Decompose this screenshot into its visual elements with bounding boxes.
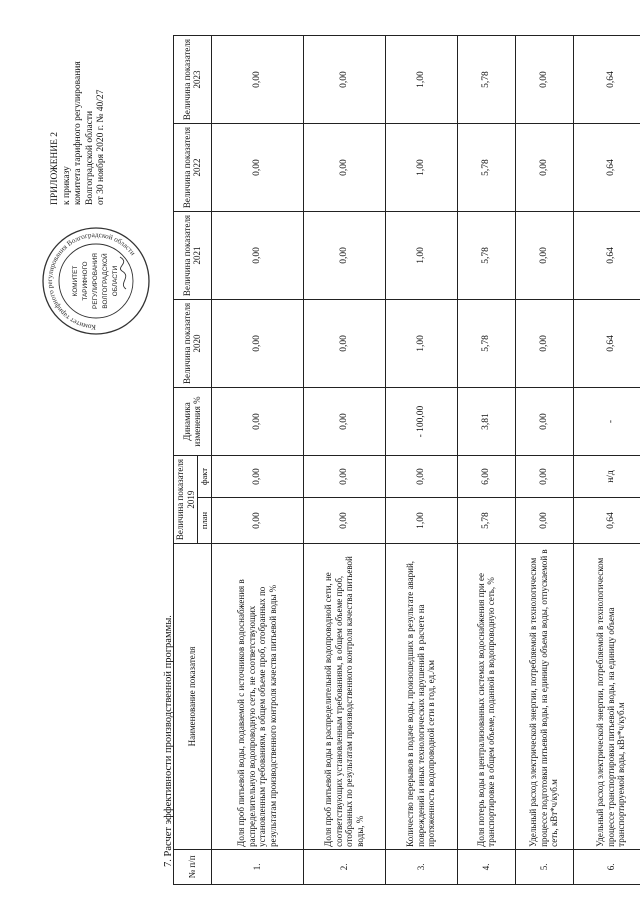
header-dynamics: Динамика изменения %: [174, 387, 212, 455]
row-value-2020: 0,64: [573, 299, 640, 387]
row-name: Удельный расход электрической энергии, потребляемой в технологическом процессе транспортировки питьевой воды, на единицу объема транспортируемой воды, кВт*ч/куб.м: [573, 544, 640, 850]
row-dynamics: 3,81: [457, 387, 515, 455]
row-value-2022: 0,00: [515, 124, 573, 212]
header-value-2019: Величина показателя 2019: [174, 456, 198, 544]
row-dynamics: 0,00: [515, 387, 573, 455]
row-name: Доля потерь воды в централизованных системах водоснабжения при ее транспортировке в общем объеме, поданной в водопроводную сеть, %: [457, 544, 515, 850]
row-plan-2019: 0,00: [303, 497, 385, 543]
row-dynamics: 0,00: [211, 387, 303, 455]
row-name: Удельный расход электрической энергии, потребляемой в технологическом процессе подготовки питьевой воды, на единицу объема воды, отпускаемой в сеть, кВт*ч/куб.м: [515, 544, 573, 850]
row-value-2022: 1,00: [385, 124, 457, 212]
row-plan-2019: 5,78: [457, 497, 515, 543]
row-fact-2019: н/д: [573, 456, 640, 498]
row-fact-2019: 0,00: [385, 456, 457, 498]
row-num: 4.: [457, 849, 515, 884]
appendix-line-3: Волгоградской области: [84, 110, 95, 205]
header-name: Наименование показателя: [174, 544, 212, 850]
row-value-2023: 1,00: [385, 36, 457, 124]
row-plan-2019: 1,00: [385, 497, 457, 543]
row-fact-2019: 0,00: [515, 456, 573, 498]
row-value-2021: 1,00: [385, 212, 457, 300]
row-value-2021: 0,00: [211, 212, 303, 300]
seal-inner-line-1: КОМИТЕТ: [72, 265, 79, 297]
efficiency-table: [173, 35, 640, 885]
row-value-2023: 0,00: [303, 36, 385, 124]
header-value-2022: Величина показателя 2022: [174, 124, 212, 212]
seal-inner-line-3: РЕГУЛИРОВАНИЯ: [92, 253, 99, 309]
appendix-line-4: от 30 ноября 2020 г. № 40/27: [96, 89, 106, 205]
appendix-title: ПРИЛОЖЕНИЕ 2: [50, 131, 60, 205]
row-dynamics: -: [573, 387, 640, 455]
table-row: [385, 36, 457, 885]
row-value-2020: 0,00: [303, 299, 385, 387]
seal-inner-line-2: ТАРИФНОГО: [82, 261, 89, 301]
row-num: 2.: [303, 849, 385, 884]
row-dynamics: 0,00: [303, 387, 385, 455]
row-num: 1.: [211, 849, 303, 884]
header-plan: план: [198, 497, 212, 543]
table-row: [303, 36, 385, 885]
row-fact-2019: 6,00: [457, 456, 515, 498]
header-fact: факт: [198, 456, 212, 498]
row-value-2023: 5,78: [457, 36, 515, 124]
row-value-2022: 0,00: [211, 124, 303, 212]
header-num: № п/п: [174, 849, 212, 884]
row-value-2023: 0,00: [211, 36, 303, 124]
row-value-2022: 0,64: [573, 124, 640, 212]
row-fact-2019: 0,00: [303, 456, 385, 498]
header-value-2020: Величина показателя 2020: [174, 299, 212, 387]
row-plan-2019: 0,00: [515, 497, 573, 543]
row-value-2021: 0,00: [515, 212, 573, 300]
row-num: 5.: [515, 849, 573, 884]
table-row: [573, 36, 640, 885]
row-value-2021: 5,78: [457, 212, 515, 300]
row-value-2020: 0,00: [515, 299, 573, 387]
row-fact-2019: 0,00: [211, 456, 303, 498]
seal-ring-text: Комитет тарифного регулирования Волгоградской области: [45, 230, 137, 332]
seal-signature-mark: [120, 257, 126, 289]
row-value-2022: 5,78: [457, 124, 515, 212]
row-value-2020: 5,78: [457, 299, 515, 387]
section-title: 7. Расчет эффективности производственной программы.: [163, 615, 174, 867]
row-num: 6.: [573, 849, 640, 884]
row-dynamics: - 100,00: [385, 387, 457, 455]
row-value-2020: 1,00: [385, 299, 457, 387]
row-value-2021: 0,00: [303, 212, 385, 300]
row-name: Количество перерывов в подаче воды, произошедших в результате аварий, повреждений и иных технологических нарушений в расчете на протяженность водопроводной сети в год, ед./км: [385, 544, 457, 850]
row-name: Доля проб питьевой воды в распределительной водопроводной сети, не соответствующих установленным требованиям, в общем объеме проб, отобранных по результатам производственного контроля качества питьевой воды, %: [303, 544, 385, 850]
official-seal-stamp: [40, 225, 152, 337]
header-value-2023: Величина показателя 2023: [174, 36, 212, 124]
row-value-2023: 0,64: [573, 36, 640, 124]
seal-inner-line-5: ОБЛАСТИ: [112, 265, 119, 297]
table-row: [211, 36, 303, 885]
appendix-line-1: к приказу: [61, 166, 72, 205]
row-value-2023: 0,00: [515, 36, 573, 124]
row-value-2021: 0,64: [573, 212, 640, 300]
row-name: Доля проб питьевой воды, подаваемой с источников водоснабжения в распределительную водопроводную сеть, не соответствующих установленным требованиям, в общем объеме проб, отобранных по результатам производственного контроля качества питьевой воды %: [211, 544, 303, 850]
header-value-2021: Величина показателя 2021: [174, 212, 212, 300]
row-plan-2019: 0,64: [573, 497, 640, 543]
seal-inner-line-4: ВОЛГОГРАДСКОЙ: [102, 253, 109, 309]
row-value-2020: 0,00: [211, 299, 303, 387]
appendix-header: [50, 5, 108, 205]
table-row: [515, 36, 573, 885]
row-num: 3.: [385, 849, 457, 884]
row-value-2022: 0,00: [303, 124, 385, 212]
appendix-line-2: комитета тарифного регулирования: [73, 61, 83, 205]
row-plan-2019: 0,00: [211, 497, 303, 543]
table-row: [457, 36, 515, 885]
